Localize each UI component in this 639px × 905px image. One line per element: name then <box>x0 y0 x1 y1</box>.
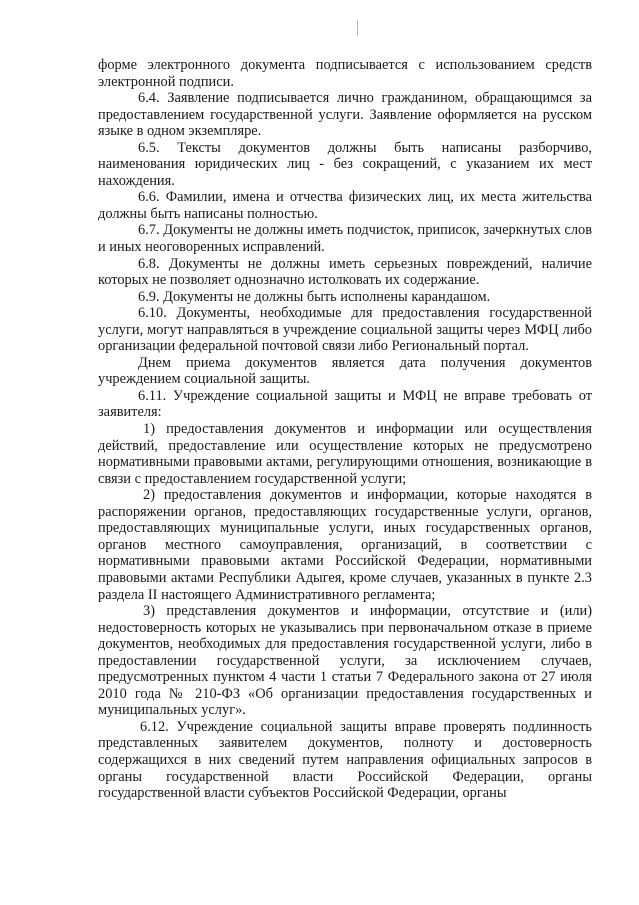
list-item-3: 3) представления документов и информации, отсутствие и (или) недостоверность которых не указывались при первоначальном отказе в приеме документов, необходимых для предоставления государственной услуги, либо в предоставлении государственной услуги, за исключением случаев, предусмотренных пунктом 4 части 1 статьи 7 Федерального закона от 27 июля 2010 года № 210-ФЗ «Об организации предоставления государственных и муниципальных услуг». <box>98 603 592 719</box>
paragraph-6-10: 6.10. Документы, необходимые для предоставления государственной услуги, могут направляться в учреждение социальной защиты через МФЦ либо организации федеральной почтовой связи либо Региональный портал. <box>98 305 592 355</box>
paragraph-6-12: 6.12. Учреждение социальной защиты вправе проверять подлинность представленных заявителем документов, полноту и достоверность содержащихся в них сведений путем направления официальных запросов в органы государственной власти Российской Федерации, органы государственной власти субъектов Российской Федерации, органы <box>98 718 592 802</box>
paragraph-electronic-signature: форме электронного документа подписывается с использованием средств электронной подписи. <box>98 57 592 90</box>
paragraph-6-6: 6.6. Фамилии, имена и отчества физических лиц, их места жительства должны быть написаны полностью. <box>98 189 592 222</box>
document-body <box>98 57 592 802</box>
paragraph-6-7: 6.7. Документы не должны иметь подчисток, приписок, зачеркнутых слов и иных неоговоренных исправлений. <box>98 222 592 256</box>
paragraph-6-4: 6.4. Заявление подписывается лично гражданином, обращающимся за предоставлением государственной услуги. Заявление оформляется на русском языке в одном экземпляре. <box>98 90 592 140</box>
page-top-mark <box>357 20 358 36</box>
list-item-2: 2) предоставления документов и информации, которые находятся в распоряжении органов, предоставляющих государственные услуги, органов, предоставляющих муниципальные услуги, иных государственных органов, органов местного самоуправления, организаций, в соответствии с нормативными правовыми актами Российской Федерации, нормативными правовыми актами Республики Адыгея, кроме случаев, указанных в пункте 2.3 раздела II настоящего Административного регламента; <box>98 487 592 603</box>
list-item-1: 1) предоставления документов и информации или осуществления действий, предоставление или осуществление которых не предусмотрено нормативными правовыми актами, регулирующими отношения, возникающие в связи с предоставлением государственной услуги; <box>98 421 592 487</box>
paragraph-6-9: 6.9. Документы не должны быть исполнены карандашом. <box>138 288 491 305</box>
paragraph-reception-date: Днем приема документов является дата получения документов учреждением социальной защиты. <box>98 354 592 388</box>
paragraph-6-11: 6.11. Учреждение социальной защиты и МФЦ не вправе требовать от заявителя: <box>98 387 592 421</box>
paragraph-6-5: 6.5. Тексты документов должны быть написаны разборчиво, наименования юридических лиц - без сокращений, с указанием их мест нахождения. <box>98 139 592 189</box>
paragraph-6-8: 6.8. Документы не должны иметь серьезных повреждений, наличие которых не позволяет однозначно истолковать их содержание. <box>98 255 592 289</box>
